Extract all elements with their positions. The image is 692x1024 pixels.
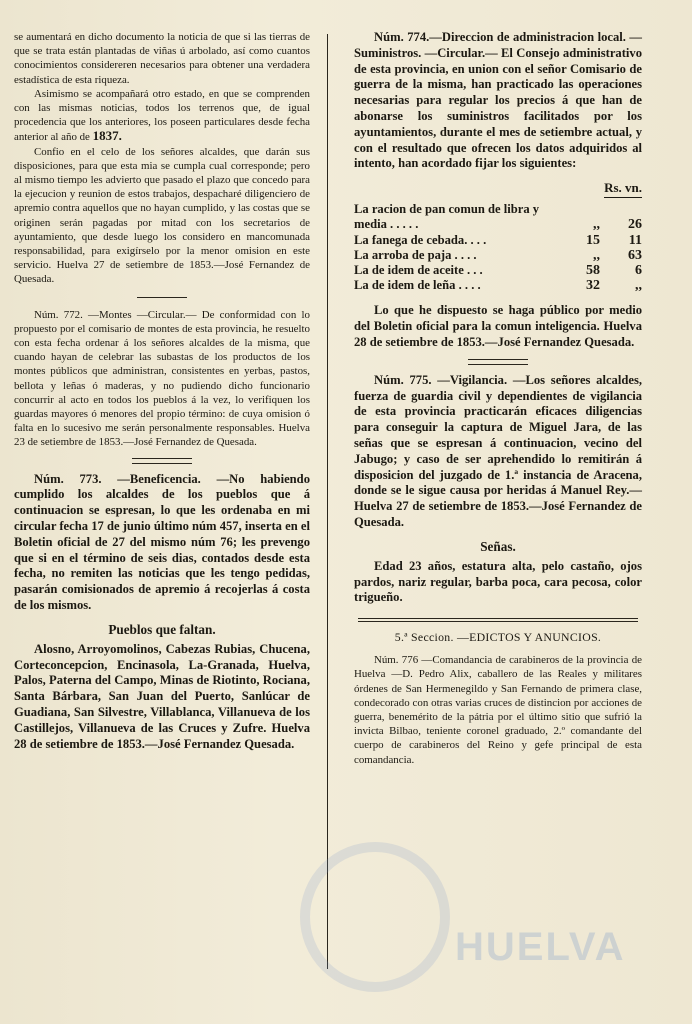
left-column <box>14 30 310 752</box>
separator <box>137 297 187 298</box>
price-row <box>354 278 642 293</box>
senas-text: Edad 23 años, estatura alta, pelo castaño, ojos pardos, nariz regular, barba poca, cara pecosa, color trigueño. <box>354 558 642 605</box>
pueblos-heading: Pueblos que faltan. <box>108 621 216 637</box>
price-rs: 58 <box>586 262 600 278</box>
paragraph-estado-text: Asimismo se acompañará otro estado, en que se comprenden con las mismas noticias, todos los terrenos que, de igual procedencia que los anteriores, los poseen particulares desde fecha anterior al año de <box>14 87 310 144</box>
price-item: La arroba de paja . . . . <box>354 247 477 262</box>
price-cents: ,, <box>635 278 642 294</box>
notice-773: Núm. 773. —Beneficencia. —No habiendo cumplido los alcaldes de los pueblos que á continuacion se espresan, lo que les ordenaba en mi circular fecha 17 de junio último núm 457, inserta en el Boletin oficial de 27 del mismo núm 76; les prevengo que si en el término de seis dias, contados desde esta fecha, no remiten las noticias que les tengo pedidas, pasarán comisionados de apremio á recojerlas á costa de los mismos. <box>14 471 310 613</box>
price-row <box>354 248 642 263</box>
price-row <box>354 202 642 232</box>
currency-header-text: Rs. vn. <box>604 180 642 198</box>
price-rs: 32 <box>586 278 600 294</box>
section-title: 5.ª Seccion. —EDICTOS Y ANUNCIOS. <box>394 630 602 645</box>
price-row <box>354 263 642 278</box>
price-rs: ,, <box>593 247 600 263</box>
price-cents: 26 <box>628 217 642 233</box>
pueblos-list: Alosno, Arroyomolinos, Cabezas Rubias, Chucena, Corteconcepcion, Encinasola, La-Granada, Huelva, Palos, Paterna del Campo, Minas de Riotinto, Rociana, Santa Bárbara, San Juan del Puerto, Sanlúcar de Guadiana, San Silvestre, Villablanca, Villanueva de los Castillejos, Villanueva de las Cruces y Zufre. Huelva 28 de setiembre de 1853.—José Fernandez Quesada. <box>14 641 310 751</box>
price-cents: 11 <box>628 232 642 248</box>
price-item: La de idem de leña . . . . <box>354 278 481 293</box>
notice-774-closing: Lo que he dispuesto se haga público por medio del Boletin oficial para la comun inteligencia. Huelva 28 de setiembre de 1853.—José Fernandez Quesada. <box>354 303 642 349</box>
paragraph-confio: Confio en el celo de los señores alcaldes, que darán sus disposiciones, para que esta mia se cumpla cual corresponde; pero al mismo tiempo les advierto que pasado el plazo que concedo para la ejecucion y reunion de estos trabajos, despacharé diligenciero de apremio contra aquellos que no hayan cumplido, y las costas que se originen serán pagadas por mitad con los secretarios de ayuntamiento, que desde luego los considero en mancomunada responsabilidad, para exigírselo por la menor omision en este servicio. Huelva 27 de setiembre de 1853.—José Fernandez de Quesada. <box>14 145 310 286</box>
notice-774: Núm. 774.—Direccion de administracion local. —Suministros. —Circular.— El Consejo administrativo de esta provincia, en union con el señor Comisario de guerra de la misma, han practicado las operaciones necesarias para regular los precios á que han de abonarse los suministros facilitados por los ayuntamientos, durante el mes de setiembre actual, y con el resultado que ofrecen los datos adquiridos al intento, han acordado fijar los siguientes: <box>354 30 642 171</box>
senas-heading: Señas. <box>480 538 516 554</box>
paragraph-estado <box>14 87 310 145</box>
section-separator <box>358 618 638 622</box>
price-item: La de idem de aceite . . . <box>354 262 483 277</box>
watermark-text: HUELVA <box>455 925 626 969</box>
price-rs: ,, <box>593 217 600 233</box>
separator <box>468 359 528 365</box>
right-column <box>354 30 642 767</box>
price-row <box>354 233 642 248</box>
price-item: La racion de pan comun de libra y media . . . . . <box>354 202 540 232</box>
column-divider <box>327 34 328 969</box>
price-cents: 63 <box>628 247 642 263</box>
watermark-logo-icon <box>300 842 450 992</box>
separator <box>132 458 192 464</box>
currency-header <box>354 180 642 196</box>
notice-772: Núm. 772. —Montes —Circular.— De conformidad con lo propuesto por el comisario de montes de esta provincia, he resuelto con esta fecha ordenar á los señores alcaldes de la misma, que cuando hayan de celebrar las subastas de los productos de los montes públicos que administran, consistentes en yerbas, pastos, bellota y leñas ó maderas, y no pudiendo dicho funcionario concurrir al acto en todos los pueblos á la vez, lo verifiquen los guardas mayores ó menores del propio término: de cuya omision ó falta en lo sucesivo me serán personalmente responsables. Huelva 23 de setiembre de 1853.—José Fernandez de Quesada. <box>14 308 310 449</box>
notice-776: Núm. 776 —Comandancia de carabineros de la provincia de Huelva —D. Pedro Alix, caballero de las Reales y militares órdenes de San Hermenegildo y San Fernando de primera clase, condecorado con otras varias cruces de distincion por acciones de guerra, benemérito de la pátria por el último sitio que sufrió la invicta Bilbao, teniente coronel graduado, 2.º comandante del cuerpo de carabineros del Reino y gefe principal de esta comandancia. <box>354 654 642 766</box>
price-cents: 6 <box>635 262 642 278</box>
price-item: La fanega de cebada. . . . <box>354 232 487 247</box>
year-1837: 1837. <box>92 128 122 144</box>
notice-775: Núm. 775. —Vigilancia. —Los señores alcaldes, fuerza de guardia civil y dependientes de vigilancia de esta provincia practicarán eficaces diligencias para conseguir la captura de Miguel Jara, de las señas que se espresan á continuacion, vecino del Jabugo; y caso de ser aprehendido lo remitirán á disposicion del juzgado de 1.ª instancia de Aracena, donde se le sigue causa por heridas á Manuel Rey.— Huelva 27 de setiembre de 1853.—José Fernandez de Quesada. <box>354 372 642 529</box>
price-rs: 15 <box>586 232 600 248</box>
paragraph-intro: se aumentará en dicho documento la noticia de que si las tierras de que se trata están plantadas de viñas ú arbolado, así como cuantos conocimientos considereren necesarios para obtener una verdadera estadística de esta riqueza. <box>14 31 310 86</box>
price-table <box>354 202 642 293</box>
